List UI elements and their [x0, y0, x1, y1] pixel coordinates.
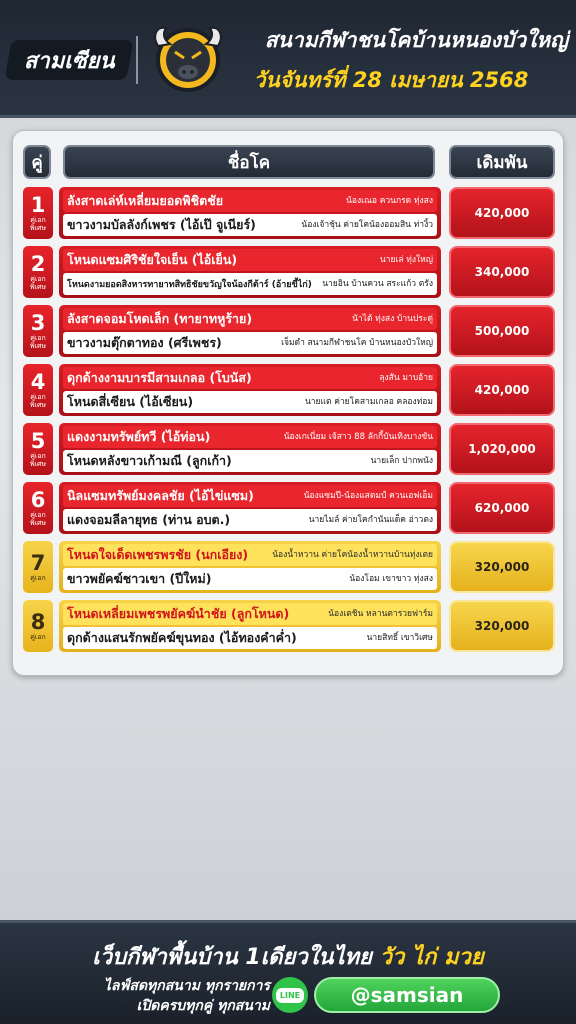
cow-name-1: แดงงามทรัพย์ทวี (ไอ้ท่อน)	[67, 429, 211, 444]
line-id-button[interactable]: @samsian	[314, 977, 500, 1013]
cow-names	[59, 364, 441, 416]
cow-name-2: โหนดหลังขาวเก้ามณี (ลูกเก้า)	[67, 453, 232, 468]
fight-row	[23, 482, 555, 534]
header-title: สนามกีฬาชนโคบ้านหนองบัวใหญ่	[264, 28, 568, 52]
pair-number: 7	[30, 551, 46, 575]
pair-badge	[23, 364, 53, 416]
column-header-name: ชื่อโค	[63, 145, 435, 179]
cow-line-top	[63, 367, 437, 389]
cow-name-2: ขาวงามบัลลังก์เพชร (ไอ้เป๊ จูเนียร์)	[67, 217, 256, 232]
bet-amount: 340,000	[449, 246, 555, 298]
pair-tag: คู่เอก พิเศษ	[29, 275, 47, 291]
pair-badge	[23, 187, 53, 239]
brand-divider	[136, 36, 138, 84]
pair-tag: คู่เอก พิเศษ	[29, 511, 47, 527]
footer-slogan-main: เว็บกีฬาพื้นบ้าน 1เดียวในไทย	[92, 945, 372, 970]
cow-name-1: ลังสาดเล่ห์เหลี่ยมยอดพิชิตชัย	[67, 193, 224, 208]
fight-row	[23, 423, 555, 475]
bet-amount: 420,000	[449, 364, 555, 416]
cow-names	[59, 482, 441, 534]
owner-1: น้องเตชิน หลานตารวยฟาร์ม	[328, 608, 433, 619]
footer-slogan	[0, 939, 576, 974]
pair-number: 1	[30, 193, 46, 217]
bet-amount: 1,020,000	[449, 423, 555, 475]
owner-1: ลุงสัน มาบอ้าย	[379, 372, 433, 383]
cow-line-bottom	[63, 450, 437, 472]
line-icon-label: LINE	[276, 988, 304, 1003]
pair-number: 6	[30, 488, 46, 512]
owner-1: นายเล่ ทุ่งใหญ่	[379, 254, 433, 265]
owner-2: นายสิทธิ์ เขาวิเศษ	[366, 632, 433, 643]
fight-row	[23, 305, 555, 357]
owner-2: เจ็มดำ สนามกีฬาชนโค บ้านหนองบัวใหญ่	[281, 337, 433, 348]
header	[0, 0, 576, 118]
cow-names	[59, 246, 441, 298]
fight-row	[23, 364, 555, 416]
pair-badge	[23, 541, 53, 593]
cow-name-2: ขาวพยัคฆ์ชาวเขา (ปีใหม่)	[67, 571, 212, 586]
footer	[0, 920, 576, 1024]
owner-1: นัาได้ ทุ่งสง บ้านประดู่	[352, 313, 433, 324]
pair-tag: คู่เอก พิเศษ	[29, 452, 47, 468]
pair-number: 2	[30, 252, 46, 276]
cow-name-1: โหนดเหลี่ยมเพชรพยัคฆ์นำชัย (ลูกโหนด)	[67, 606, 290, 621]
line-app-icon[interactable]	[272, 977, 308, 1013]
cow-line-top	[63, 426, 437, 448]
cow-name-1: ลังสาดจอมโหดเล็ก (ทายาทหูร้าย)	[67, 311, 253, 326]
owner-2: น้องโอม เขาขาว ทุ่งสง	[349, 573, 433, 584]
cow-name-1: โหนดแซมศิริชัยใจเย็น (ไอ้เย็น)	[67, 252, 238, 267]
pair-number: 3	[30, 311, 46, 335]
owner-1: น้องน้ำหวาน ค่ายโคน้องน้ำหวานบ้านทุ่งเตย	[272, 549, 433, 560]
bet-amount: 500,000	[449, 305, 555, 357]
cow-line-top	[63, 544, 437, 566]
cow-line-top	[63, 485, 437, 507]
cow-line-top	[63, 308, 437, 330]
bull-emblem-icon	[148, 18, 228, 98]
bet-amount: 420,000	[449, 187, 555, 239]
owner-2: นายเล็ก ปากพนัง	[370, 455, 433, 466]
cow-line-top	[63, 190, 437, 212]
owner-1: น้องแซมปี-น้องแสตมป์ ควนเอฟเอ็ม	[303, 490, 433, 501]
pair-badge	[23, 482, 53, 534]
cow-names	[59, 600, 441, 652]
cow-line-bottom	[63, 214, 437, 236]
cow-name-2: ดุกด้างแสนรักพยัคฆ์ขุนทอง (ไอ้ทองคำค่ำ)	[67, 630, 297, 645]
bet-amount: 320,000	[449, 600, 555, 652]
bet-amount: 620,000	[449, 482, 555, 534]
cow-name-2: ขาวงามตุ๊กตาทอง (ศรีเพชร)	[67, 335, 222, 350]
fight-row	[23, 541, 555, 593]
pair-tag: คู่เอก พิเศษ	[29, 334, 47, 350]
owner-1: น้องเณอ ควนกรด ทุ่งสง	[346, 195, 433, 206]
cow-names	[59, 541, 441, 593]
cow-names	[59, 305, 441, 357]
cow-name-1: โหนดใจเด็ดเพชรพรชัย (นกเอียง)	[67, 547, 249, 562]
cow-line-bottom	[63, 509, 437, 531]
pair-number: 4	[30, 370, 46, 394]
cow-line-bottom	[63, 332, 437, 354]
cow-name-2: โหนดงามยอดสิงหารทายาทสิทธิชัยขวัญใจน้องกีต้าร์ (อ้ายขี้ไก่)	[67, 280, 312, 290]
cow-line-bottom	[63, 273, 437, 295]
pair-number: 8	[30, 610, 46, 634]
brand-logo	[4, 40, 133, 80]
pair-number: 5	[30, 429, 46, 453]
cow-line-bottom	[63, 627, 437, 649]
cow-names	[59, 187, 441, 239]
fight-board	[12, 130, 564, 676]
owner-1: น้องเกเนี่ยม เจ้สาว 88 ลักกี้บันเทิงบางขัน	[283, 431, 433, 442]
cow-names	[59, 423, 441, 475]
fight-row	[23, 600, 555, 652]
pair-tag: คู่เอก พิเศษ	[29, 393, 47, 409]
footer-sub-live: ไลฟ์สดทุกสนาม ทุกรายการ	[103, 978, 270, 994]
pair-badge	[23, 423, 53, 475]
owner-2: นายอิน บ้านควน สระแก้ว ตรัง	[322, 278, 433, 289]
cow-name-2: โหนดสี่เซียน (ไอ้เซียน)	[67, 394, 194, 409]
cow-name-2: แดงจอมลีลายุทธ (ท่าน อบต.)	[67, 512, 231, 527]
cow-line-top	[63, 603, 437, 625]
cow-name-1: นิลแซมทรัพย์มงคลชัย (ไอ้ไข่แซม)	[67, 488, 254, 503]
cow-line-bottom	[63, 568, 437, 590]
header-date: วันจันทร์ที่ 28 เมษายน 2568	[253, 68, 529, 92]
brand-name: สามเซียน	[23, 48, 115, 74]
cow-line-top	[63, 249, 437, 271]
pair-badge	[23, 246, 53, 298]
owner-2: นายแต ค่ายโคสามเกลอ คลองท่อม	[304, 396, 433, 407]
pair-tag: คู่เอก พิเศษ	[29, 216, 47, 232]
cow-line-bottom	[63, 391, 437, 413]
cow-name-1: ดุกด้างงามบารมีสามเกลอ (โบนัส)	[67, 370, 252, 385]
owner-2: น้องเจ้าชุ้น ค่ายโคน้องออมสิน ท่างิ้ว	[301, 219, 433, 230]
fight-row	[23, 187, 555, 239]
pair-badge	[23, 305, 53, 357]
column-header-bet: เดิมพัน	[449, 145, 555, 179]
footer-sub-all: เปิดครบทุกคู่ ทุกสนาม	[136, 998, 270, 1014]
fight-row	[23, 246, 555, 298]
column-header-pair: คู่	[23, 145, 51, 179]
owner-2: นายไมล์ ค่ายโคกำนันแด็ค อ่าวตง	[308, 514, 433, 525]
bet-amount: 320,000	[449, 541, 555, 593]
pair-badge	[23, 600, 53, 652]
pair-tag: คู่เอก	[30, 574, 46, 582]
footer-slogan-highlight: วัว ไก่ มวย	[379, 945, 484, 970]
pair-tag: คู่เอก	[30, 633, 46, 641]
